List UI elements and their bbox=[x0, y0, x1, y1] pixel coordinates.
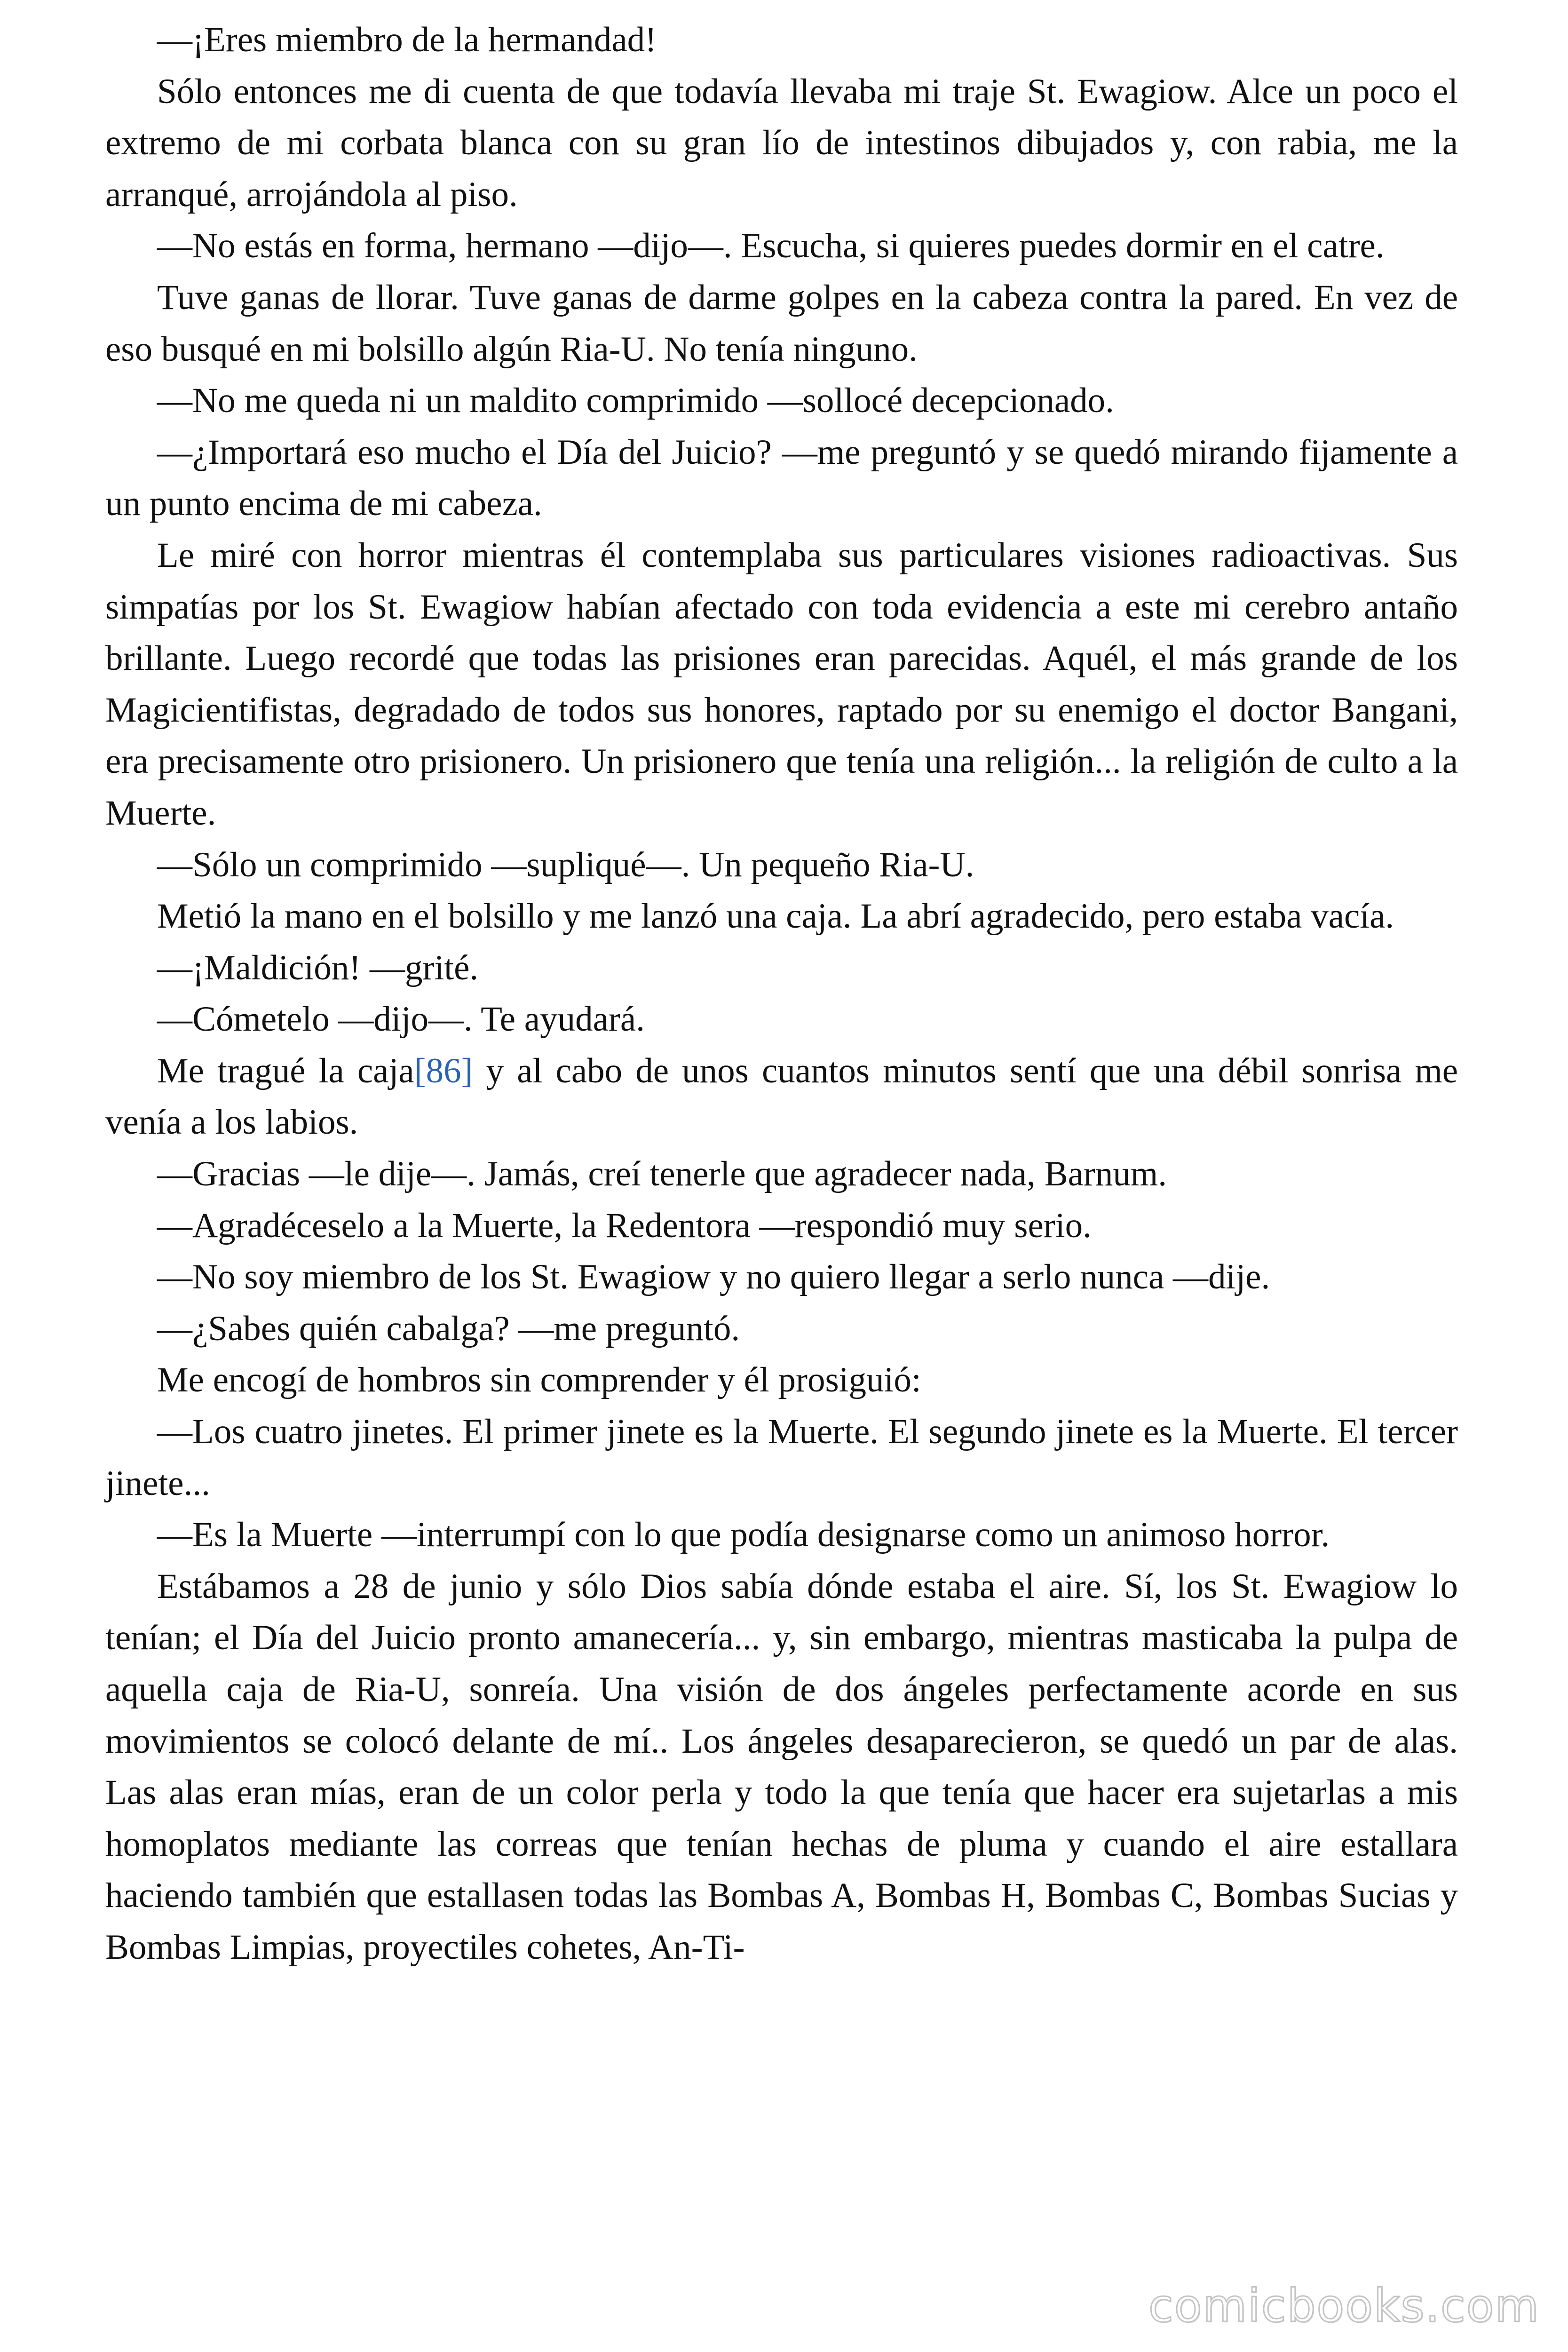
paragraph: —Es la Muerte —interrumpí con lo que podía designarse como un animoso horror. bbox=[157, 1515, 1330, 1555]
paragraph: —No me queda ni un maldito comprimido —sollocé decepcionado. bbox=[157, 381, 1114, 421]
paragraph: Estábamos a 28 de junio y sólo Dios sabía dónde estaba el aire. Sí, los St. Ewagiow lo tenían; el Día del Juicio pronto amanecería... y, sin embargo, mientras masticaba la pulpa de aquella caja de Ria-U, sonreía. Una visión de dos ángeles perfectamente acorde en sus movimientos se colocó delante de mí.. Los ángeles desaparecieron, se quedó un par de alas. Las alas eran mías, eran de un color perla y todo la que tenía que hacer era sujetarlas a mis homoplatos mediante las correas que tenían hechas de pluma y cuando el aire estallara haciendo también que estallasen todas las Bombas A, Bombas H, Bombas C, Bombas Sucias y Bombas Limpias, proyectiles cohetes, An-Ti- bbox=[105, 1566, 1458, 1967]
paragraph: —No soy miembro de los St. Ewagiow y no quiero llegar a serlo nunca —dije. bbox=[157, 1257, 1270, 1297]
paragraph: —¿Sabes quién cabalga? —me preguntó. bbox=[157, 1309, 740, 1348]
page-text bbox=[105, 14, 1458, 1973]
paragraph: —Agradéceselo a la Muerte, la Redentora —respondió muy serio. bbox=[157, 1206, 1092, 1245]
footnote-link[interactable]: [86] bbox=[414, 1051, 473, 1090]
paragraph: —¡Maldición! —grité. bbox=[157, 948, 479, 987]
paragraph: —Cómetelo —dijo—. Te ayudará. bbox=[157, 1000, 645, 1039]
paragraph: Le miré con horror mientras él contemplaba sus particulares visiones radioactivas. Sus simpatías por los St. Ewagiow habían afectado con toda evidencia a este mi cerebro antaño brillante. Luego recordé que todas las prisiones eran parecidas. Aquél, el más grande de los Magicientifistas, degradado de todos sus honores, raptado por su enemigo el doctor Bangani, era precisamente otro prisionero. Un prisionero que tenía una religión... la religión de culto a la Muerte. bbox=[105, 535, 1458, 833]
paragraph: —Los cuatro jinetes. El primer jinete es la Muerte. El segundo jinete es la Muerte. El tercer jinete... bbox=[105, 1412, 1458, 1503]
paragraph-with-footnote bbox=[105, 1045, 1458, 1148]
paragraph: —No estás en forma, hermano —dijo—. Escucha, si quieres puedes dormir en el catre. bbox=[157, 226, 1385, 266]
watermark-logo: comicbooks.com bbox=[1148, 2280, 1540, 2332]
paragraph: Tuve ganas de llorar. Tuve ganas de darme golpes en la cabeza contra la pared. En vez de eso busqué en mi bolsillo algún Ria-U. No tenía ninguno. bbox=[105, 278, 1458, 369]
paragraph-text: y al cabo de unos cuantos minutos sentí que una débil sonrisa me venía a los labios. bbox=[105, 1051, 1458, 1142]
paragraph-text: Me tragué la caja bbox=[157, 1051, 414, 1090]
paragraph: Me encogí de hombros sin comprender y él prosiguió: bbox=[157, 1360, 921, 1400]
paragraph: —Sólo un comprimido —supliqué—. Un pequeño Ria-U. bbox=[157, 845, 974, 884]
paragraph: —¡Eres miembro de la hermandad! bbox=[157, 20, 657, 59]
paragraph: Metió la mano en el bolsillo y me lanzó una caja. La abrí agradecido, pero estaba vacía. bbox=[157, 897, 1394, 936]
paragraph: —¿Importará eso mucho el Día del Juicio? —me preguntó y se quedó mirando fijamente a un punto encima de mi cabeza. bbox=[105, 432, 1458, 524]
paragraph: —Gracias —le dije—. Jamás, creí tenerle que agradecer nada, Barnum. bbox=[157, 1154, 1167, 1194]
paragraph: Sólo entonces me di cuenta de que todavía llevaba mi traje St. Ewagiow. Alce un poco el extremo de mi corbata blanca con su gran lío de intestinos dibujados y, con rabia, me la arranqué, arrojándola al piso. bbox=[105, 72, 1458, 214]
